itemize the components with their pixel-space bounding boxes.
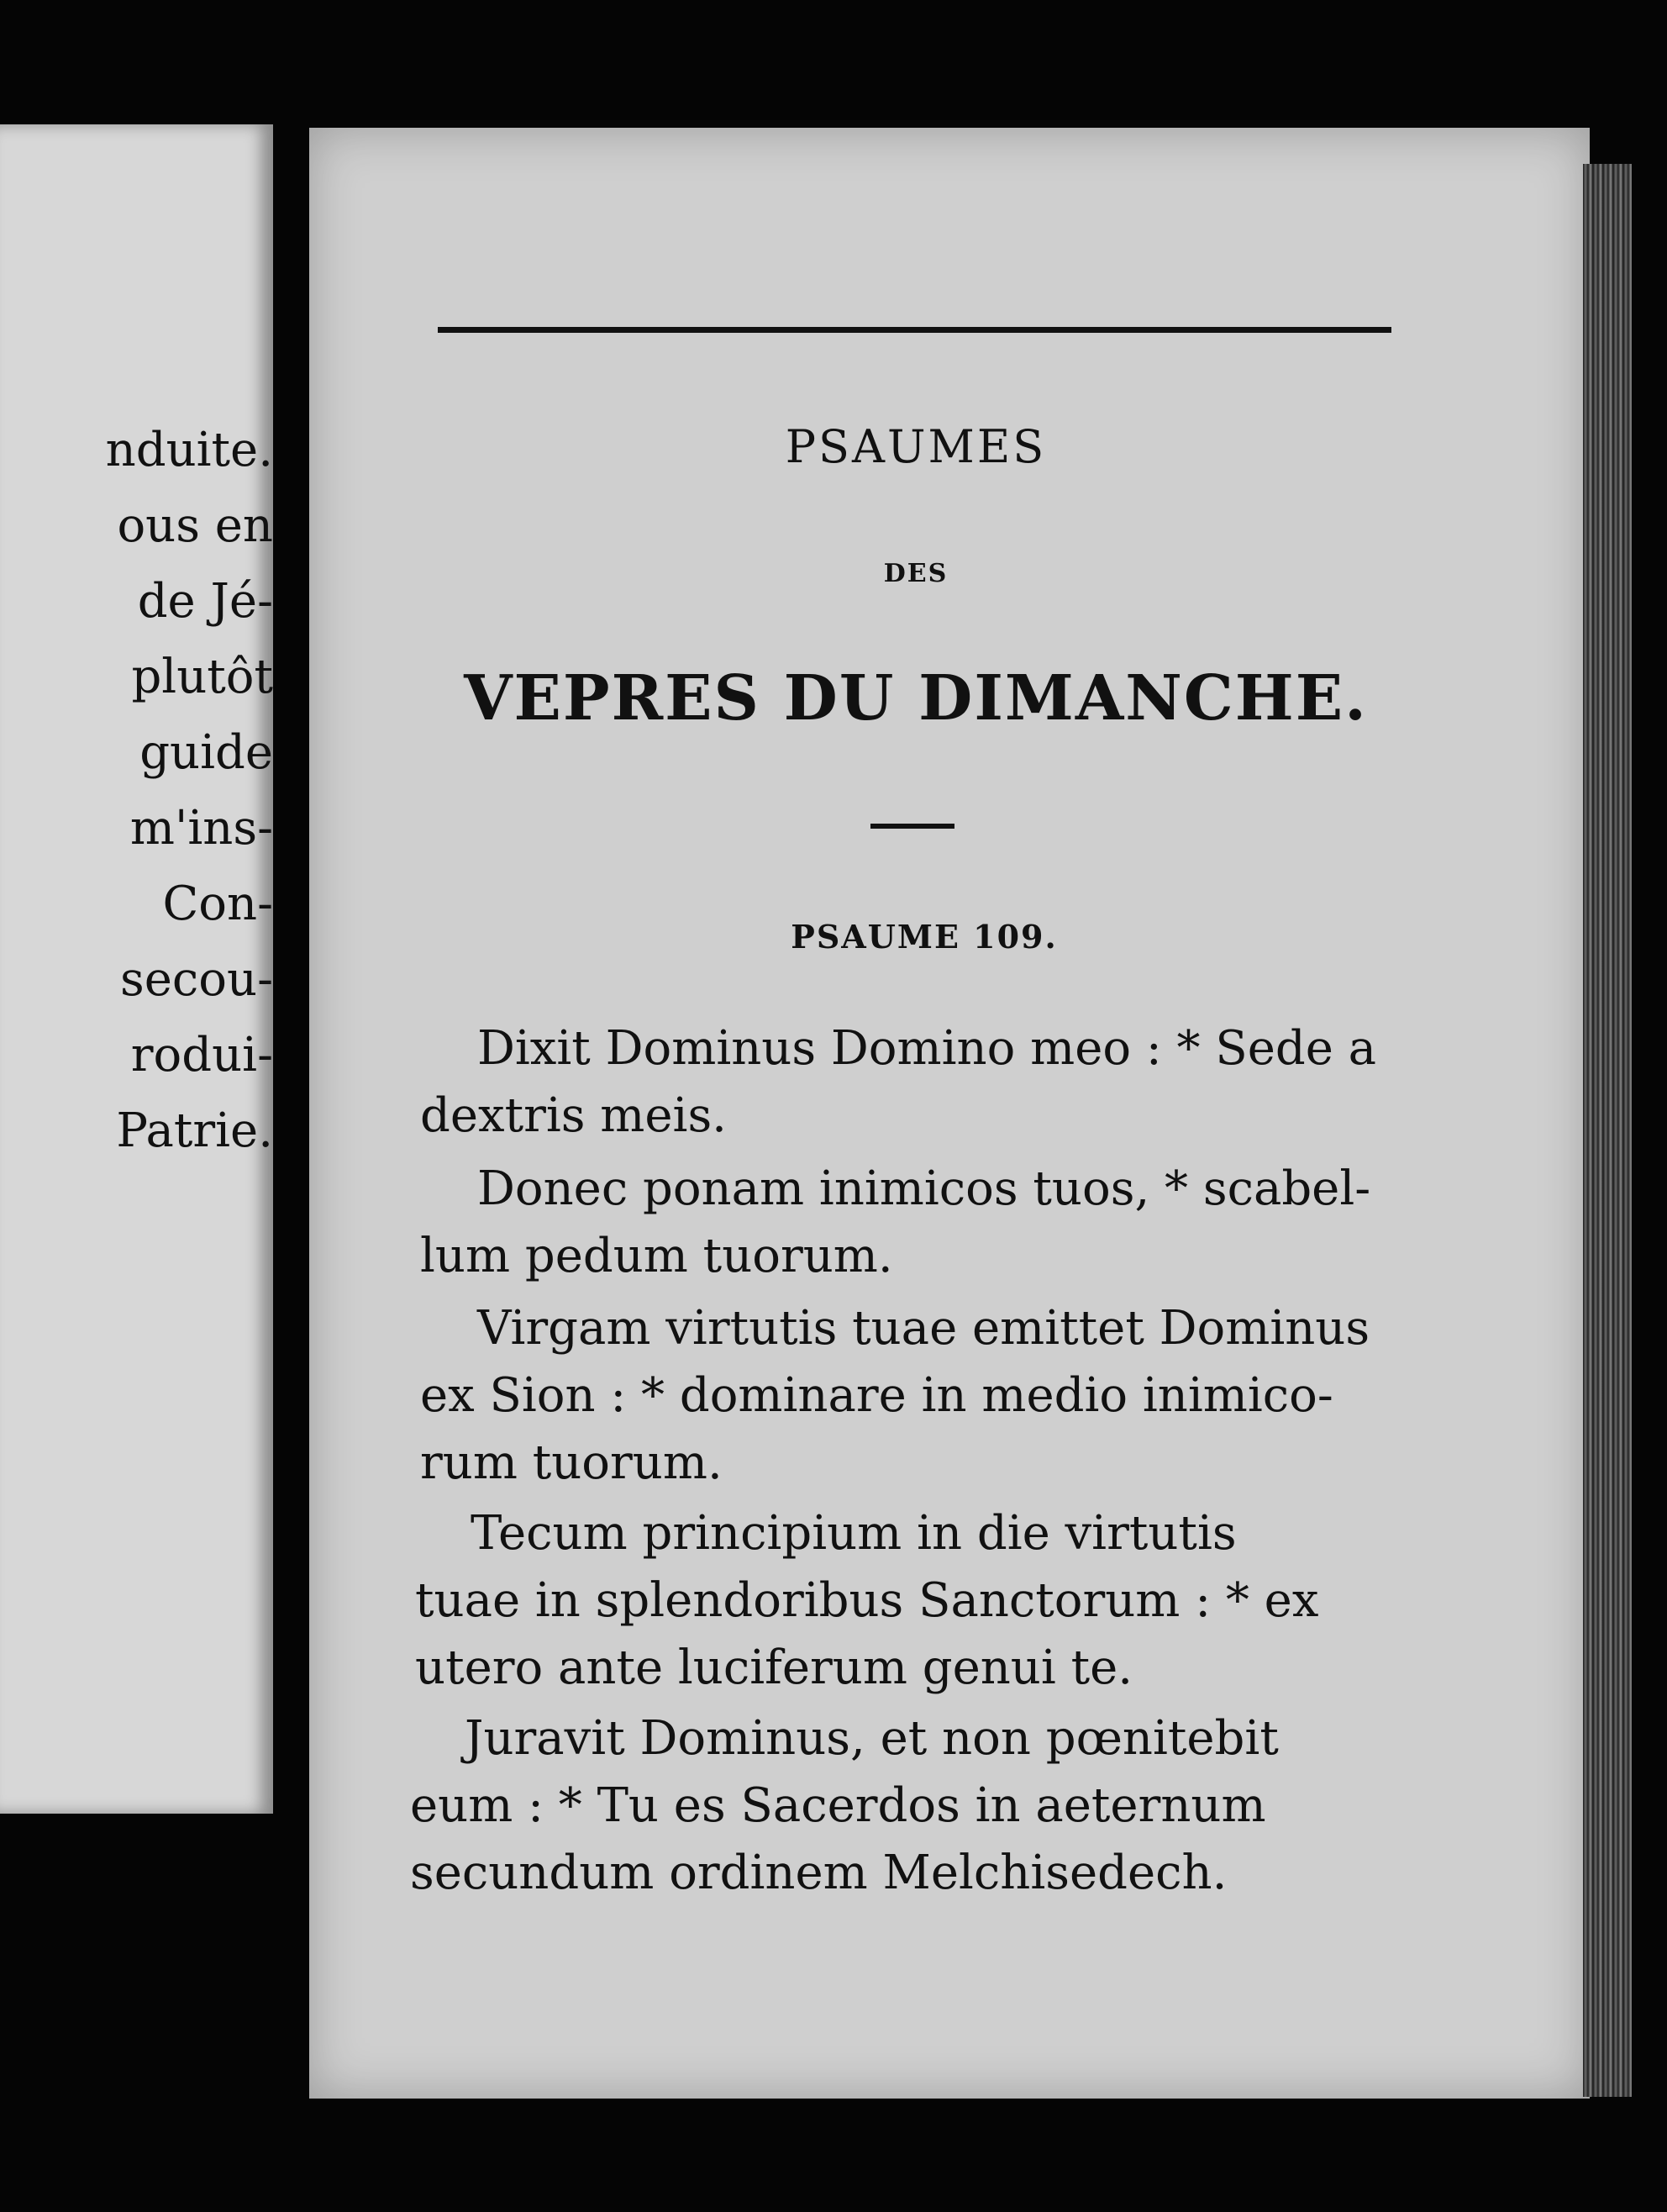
psalm-heading: PSAUME 109.: [791, 918, 1058, 956]
header-rule: [438, 327, 1391, 333]
left-page-line: plutôt: [131, 650, 273, 704]
verse-line: Tecum principium in die virtutis: [471, 1506, 1237, 1561]
divider-rule: [870, 824, 954, 829]
verse-line: utero ante luciferum genui te.: [415, 1641, 1133, 1695]
verse-line: rum tuorum.: [420, 1435, 723, 1490]
left-page-line: m'ins-: [129, 801, 273, 856]
verse-line: dextris meis.: [420, 1088, 727, 1143]
left-page-line: rodui-: [130, 1028, 273, 1082]
title-vepres: VEPRES DU DIMANCHE.: [464, 662, 1368, 735]
left-page-line: nduite.: [105, 423, 273, 477]
left-page-line: secou-: [120, 952, 273, 1007]
left-page-line: ous en: [117, 498, 273, 553]
verse-line: Dixit Dominus Domino meo : * Sede a: [477, 1021, 1377, 1076]
verse-line: ex Sion : * dominare in medio inimico-: [420, 1368, 1333, 1423]
left-page-line: guide: [139, 725, 273, 780]
left-page-line: Patrie.: [116, 1103, 273, 1158]
verse-line: lum pedum tuorum.: [420, 1229, 893, 1283]
verse-line: Virgam virtutis tuae emittet Dominus: [477, 1301, 1370, 1356]
left-page-line: de Jé-: [137, 574, 273, 629]
left-page-line: Con-: [162, 877, 273, 931]
left-page: [0, 124, 273, 1814]
verse-line: Donec ponam inimicos tuos, * scabel-: [477, 1161, 1371, 1216]
title-des: DES: [883, 559, 949, 588]
title-psaumes: PSAUMES: [785, 420, 1047, 473]
verse-line: Juravit Dominus, et non pœnitebit: [465, 1711, 1279, 1766]
verse-line: tuae in splendoribus Sanctorum : * ex: [415, 1573, 1319, 1628]
verse-line: eum : * Tu es Sacerdos in aeternum: [410, 1778, 1266, 1833]
verse-line: secundum ordinem Melchisedech.: [410, 1846, 1228, 1900]
